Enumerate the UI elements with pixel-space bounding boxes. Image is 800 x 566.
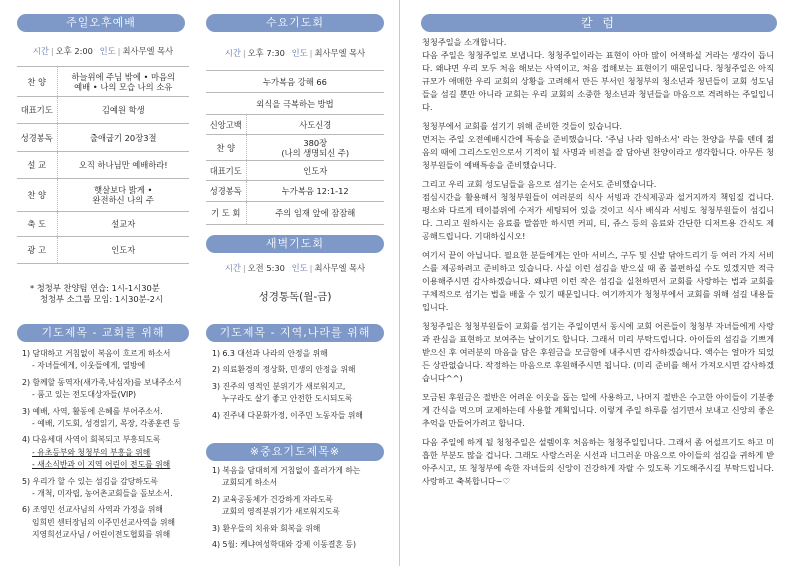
order-role: 기 도 회 [206, 202, 246, 225]
order-row [17, 152, 189, 179]
sermon-line: 누가복음 강해 66 [206, 71, 384, 93]
order-row [206, 202, 384, 225]
order-value: 인도자 [57, 237, 189, 264]
order-row [17, 237, 189, 264]
prayer-item: 누구라도 살기 좋고 안전한 도시되도록 [222, 394, 353, 404]
time-value: 오전 5:30 [247, 263, 285, 273]
column-paragraph: 청청주일은 청청부원들이 교회를 섬기는 주일이면서 동시에 교회 어른들이 청청부 자녀들에게 사랑과 관심을 표현하고 보여주는 날이기도 합니다. 그래서 미리 부탁드립니다. 아이들의 섬김을 기쁘게 받으신 후 여러분의 마음을 담은 후원금을 모금함에 내주시면 감사하겠습니다. 액수는 얼마가 되었든 상관없습니다. 작정하는 마음으로 후원해주시면 됩니다. (미리 준비를 해서 가져오시면 감사하겠습니다^^) [422, 321, 774, 383]
prayer-important-title: ※중요기도제목※ [206, 443, 384, 461]
column-title: 칼 럼 [421, 14, 777, 32]
order-role: 신앙고백 [206, 115, 246, 135]
prayer-item: - 예배, 기도회, 성경읽기, 목장, 각종훈련 등 [32, 419, 181, 429]
column-paragraph: 청청부에서 교회를 섬기기 위해 준비한 것들이 있습니다. 먼저는 주일 오전예배시간에 특송을 준비했습니다. '주님 나라 임하소서' 라는 찬양을 부를 텐데 젊음의 때에 그리스도인으로서 기적이 될 사명과 비전을 잘 담아낸 찬양이라고 생각합니다. 아무튼 청청부원들이 예배특송을 준비했습니다. [422, 120, 774, 170]
wednesday-time-line: 시간 | 오후 7:30 인도 | 최사무엘 목사 [224, 48, 366, 58]
prayer-important-list [212, 465, 360, 551]
prayer-item: 2) 함께할 동역자(새가족,낙심자)를 보내주소서 [22, 377, 182, 387]
order-row [17, 212, 189, 237]
order-row [17, 124, 189, 152]
order-row [206, 71, 384, 93]
sermon-line: 외식을 극복하는 방법 [206, 93, 384, 115]
order-role: 대표기도 [17, 97, 57, 124]
order-value: 누가복음 12:1-12 [246, 181, 384, 202]
prayer-item: 5) 우리가 할 수 있는 섬김을 감당하도록 [22, 476, 158, 486]
column-paragraph: 다음 주일에 하게 될 청청주일은 설렘이후 처음하는 청청주일입니다. 그래서 좀 어설프기도 하고 미흡한 부분도 많을 겁니다. 그래도 사랑스러운 시선과 너그러운 마음으로 아이들의 섬김을 귀하게 받아주시고, 또 청청부에 속한 자녀들의 신앙이 건강하게 자랄 수 있도록 기도해주시길 부탁드립니다. 사랑하고 축복합니다~♡ [422, 437, 774, 487]
order-role: 대표기도 [206, 161, 246, 181]
lead-value: 최사무엘 목사 [122, 46, 174, 56]
column-paragraph: 모금된 후원금은 절반은 어려운 이웃을 돕는 일에 사용하고, 나머지 절반은 수고한 아이들이 기분좋게 간식을 먹으며 교제하는데 사용할 계획입니다. 이렇게 주일 하루를 섬기면서 보내고 신앙의 좋은 추억을 만들어가려고 합니다. [422, 392, 774, 428]
sunday-time-line: 시간 | 오후 2:00 인도 | 최사무엘 목사 [32, 46, 174, 56]
order-row [206, 115, 384, 135]
note-line: 청청부 소그룹 모임: 1시30분-2시 [40, 294, 163, 304]
order-value: 사도신경 [246, 115, 384, 135]
prayer-item: 지영희선교사님 / 어린이전도협회를 위해 [32, 530, 171, 540]
prayer-item: 1) 복음을 담대히게 거침없이 흘러가게 하는 [212, 466, 361, 475]
prayer-item: 교회되게 하소서 [222, 478, 278, 488]
lead-value: 최사무엘 목사 [314, 263, 366, 273]
time-value: 오후 2:00 [55, 46, 93, 56]
order-value: 설교자 [57, 212, 189, 237]
order-role: 성경봉독 [206, 181, 246, 202]
order-value: 하늘위에 주님 밖에 • 마음의 예배 • 나의 모습 나의 소유 [57, 67, 189, 97]
order-row [206, 181, 384, 202]
prayer-item: 임희빈 센터장님의 이주민선교사역을 위해 [32, 517, 176, 527]
order-value: 주의 임재 앞에 잠잠해 [246, 202, 384, 225]
order-role: 설 교 [17, 152, 57, 179]
order-row [17, 97, 189, 124]
order-value: 인도자 [246, 161, 384, 181]
lead-value: 최사무엘 목사 [314, 48, 366, 58]
prayer-item: 4) 5월: 케냐여성학대와 강제 이동결혼 등) [212, 540, 356, 550]
note-line: * 청청부 찬양팀 연습: 1시-1시30분 [30, 283, 160, 293]
prayer-item: 2) 교육공동체가 건강하게 자라도록 [212, 494, 333, 504]
order-row [17, 67, 189, 97]
prayer-item: 4) 진주내 다문화가정, 이주민 노동자들 위해 [212, 410, 363, 420]
prayer-church-title: 기도제목 - 교회를 위해 [17, 324, 189, 342]
column-paragraph: 여기서 끝이 아닙니다. 필요한 분들에게는 안마 서비스, 구두 및 신발 닦아드리기 등 여러 가지 서비스를 제공하려고 준비하고 있습니다. 사실 이런 섬김을 받으실 때 좀 불편하실 수도 있겠지만 적극 이용해주시면 감사하겠습니다. 왜냐면 이런 작은 섬김을 실천하면서 교회를 사랑하는 법과 교회를 구체적으로 섬기는 법을 배울 수 있기 때문입니다. 여기까지가 청청부에서 교회를 위해 섬길 내용들입니다. [422, 250, 774, 312]
order-value: 김예원 학생 [57, 97, 189, 124]
prayer-item: 2) 의료환경의 정상화, 민생의 안정을 위해 [212, 365, 356, 375]
prayer-item: 1) 6.3 대선과 나라의 안정을 위해 [212, 349, 328, 358]
prayer-region-title: 기도제목 - 지역,나라를 위해 [206, 324, 384, 342]
prayer-item: - 개척, 미자립, 농어촌교회들을 돌보소서. [32, 489, 173, 499]
wednesday-meeting-title: 수요기도회 [206, 14, 384, 32]
order-row [17, 179, 189, 212]
prayer-item: - 품고 있는 전도대상자들(VIP) [32, 390, 136, 400]
dawn-prayer-title: 새벽기도회 [206, 235, 384, 253]
prayer-item: 3) 진주의 영적인 분위기가 새로워지고, [212, 381, 346, 391]
order-value: 출애굽기 20장3절 [57, 124, 189, 152]
order-row [206, 161, 384, 181]
prayer-item: 6) 조영민 선교사님의 사역과 가정을 위해 [22, 505, 163, 515]
prayer-item: 3) 환우들의 치유와 회복을 위해 [212, 523, 321, 533]
sunday-notes [30, 283, 163, 305]
prayer-item: 1) 담대하고 거침없이 복음이 흐르게 하소서 [22, 349, 171, 358]
prayer-region-list [212, 348, 363, 422]
wednesday-order-table [206, 70, 384, 225]
order-role: 찬 양 [17, 67, 57, 97]
time-label: 시간 [224, 263, 241, 273]
order-value: 380장 (나의 생명되신 주) [246, 135, 384, 161]
sunday-worship-title: 주일오후예배 [17, 14, 185, 32]
prayer-item: - 유초등부와 청청부의 부흥을 위해 [32, 447, 151, 457]
time-label: 시간 [224, 48, 241, 58]
prayer-church-list [22, 348, 182, 542]
sunday-order-table [17, 66, 189, 264]
prayer-item: 3) 예배, 사역, 활동에 은혜를 부어주소서. [22, 406, 163, 416]
dawn-content: 성경통독(월-금) [258, 291, 332, 303]
order-role: 성경봉독 [17, 124, 57, 152]
time-value: 오후 7:30 [247, 48, 285, 58]
column-body [422, 36, 774, 488]
order-role: 찬 양 [206, 135, 246, 161]
lead-label: 인도 [291, 263, 308, 273]
prayer-item: - 새소식반과 이 지역 어린이 전도를 위해 [32, 460, 171, 470]
order-role: 축 도 [17, 212, 57, 237]
column-paragraph: 청청주일을 소개합니다. 다음 주일은 청청주일로 보냅니다. 청청주일이라는 표현이 아마 많이 어색하실 거라는 생각이 듭니다. 왜냐면 우리 모두 처음 해보는 사역이고, 처음 접해보는 표현이기 때문입니다. 청청주일은 아직 규모가 애매한 우리 교회의 상황을 고려해서 만든 부서인 청청부의 청소년과 청년들이 교회 성도님들을 섬길 뿐만 아니라 교회는 우리 교회의 소중한 청소년과 청년들을 마음으로 격려하는 주일입니다. [422, 37, 774, 112]
order-role: 광 고 [17, 237, 57, 264]
time-label: 시간 [32, 46, 49, 56]
dawn-time-line: 시간 | 오전 5:30 인도 | 최사무엘 목사 [224, 263, 366, 273]
order-role: 찬 양 [17, 179, 57, 212]
prayer-item: 4) 다음세대 사역이 회복되고 부흥되도록 [22, 435, 161, 445]
order-row [206, 135, 384, 161]
order-row [206, 93, 384, 115]
prayer-item: - 자녀들에게, 이웃들에게, 열방에 [32, 361, 146, 371]
order-value: 오직 하나님만 예배하라! [57, 152, 189, 179]
lead-label: 인도 [291, 48, 308, 58]
column-paragraph: 그리고 우리 교회 성도님들을 음으로 섬기는 순서도 준비했습니다. 점심시간을 활용해서 청청부원들이 여러분의 식사 서빙과 간식제공과 설거지까지 책임질 겁니다. 평소와 다르게 테이블위에 수저가 세팅되어 있을 것이고 식사 배식과 서빙도 청청부원들이 섬깁니다. 그리고 원하시는 음료를 말씀만 하시면 커피, 티, 쥬스 등의 음료와 간단한 디저트용 간식도 제공해드립니다. 기대하십시오! [422, 179, 774, 241]
lead-label: 인도 [99, 46, 116, 56]
order-value: 햇살보다 밝게 • 완전하신 나의 주 [57, 179, 189, 212]
prayer-item: 교회의 영적분위기가 새로워지도록 [222, 507, 340, 517]
